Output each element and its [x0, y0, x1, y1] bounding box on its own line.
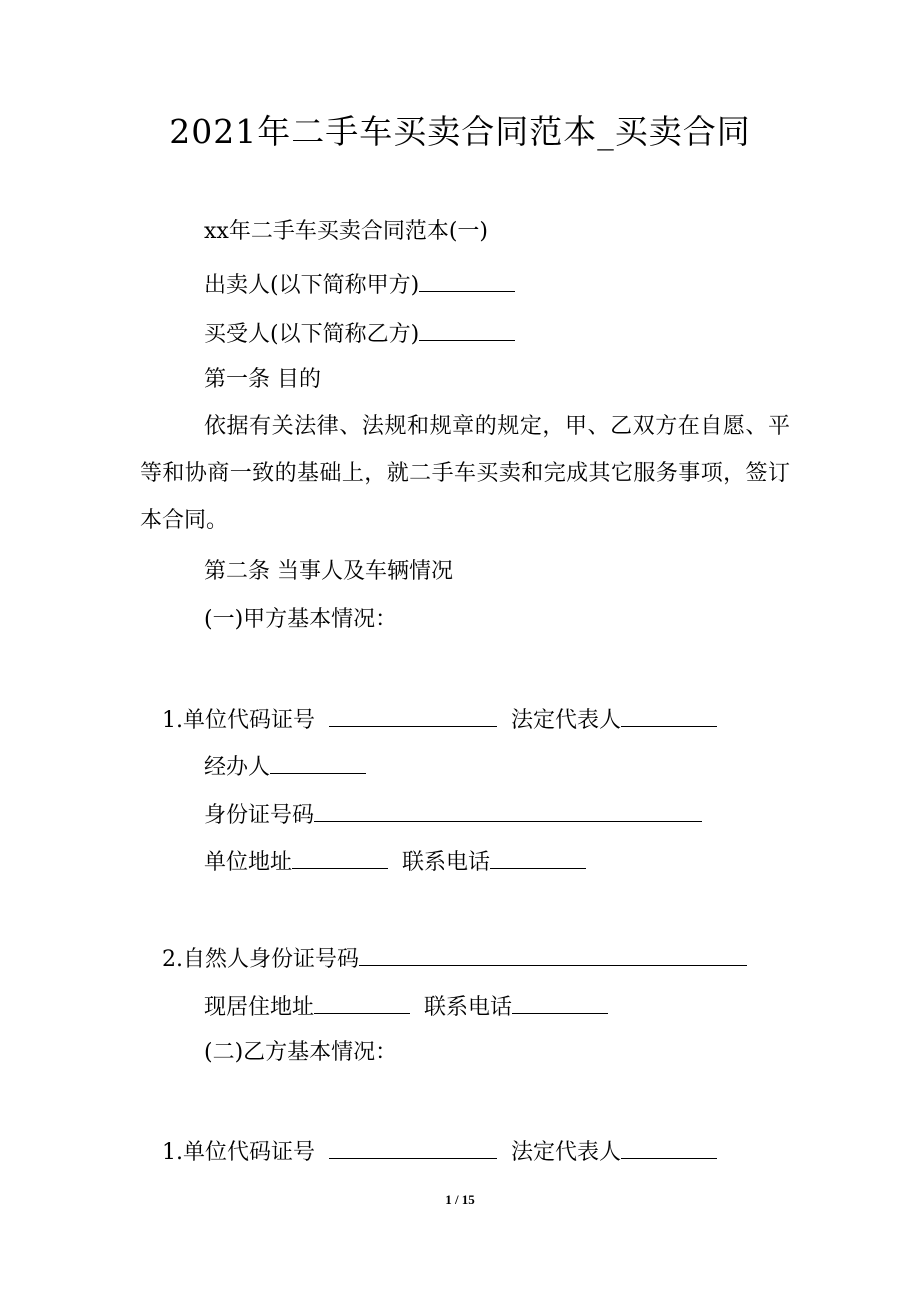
party-a-heading: (一)甲方基本情况：	[204, 607, 398, 632]
document-title: 2021年二手车买卖合同范本_买卖合同	[169, 112, 751, 151]
article-1-heading: 第一条 目的	[204, 367, 321, 392]
party-b-org-code-blank[interactable]	[329, 1136, 497, 1159]
article-2-heading: 第二条 当事人及车辆情况	[204, 559, 453, 584]
party-a-natural-id-blank[interactable]	[359, 943, 747, 966]
party-a-org-code-blank[interactable]	[329, 704, 497, 727]
party-a-id-line	[204, 799, 702, 831]
contract-subtitle: xx年二手车买卖合同范本(一)	[204, 219, 488, 244]
party-a-org-line	[162, 704, 717, 736]
article-1-body: 依据有关法律、法规和规章的规定，甲、乙双方在自愿、平等和协商一致的基础上，就二手车买卖和完成其它服务事项，签订本合同。	[140, 414, 790, 533]
party-b-heading: (二)乙方基本情况：	[204, 1040, 398, 1065]
party-a-org-code-label: 1.单位代码证号	[162, 708, 315, 733]
party-a-agent-label: 经办人	[204, 755, 271, 780]
party-a-natural-id-label: 2.自然人身份证号码	[162, 947, 359, 972]
party-b-org-code-label: 1.单位代码证号	[162, 1140, 315, 1165]
party-a-residence-phone-blank[interactable]	[512, 991, 608, 1014]
party-a-residence-phone-label: 联系电话	[424, 995, 513, 1020]
seller-label: 出卖人(以下简称甲方)	[204, 273, 420, 298]
buyer-line	[204, 318, 515, 350]
party-a-address-line	[204, 846, 586, 878]
party-a-residence-label: 现居住地址	[204, 995, 315, 1020]
party-a-phone-label: 联系电话	[402, 850, 491, 875]
seller-blank[interactable]	[419, 269, 515, 292]
buyer-label: 买受人(以下简称乙方)	[204, 322, 420, 347]
party-a-address-label: 单位地址	[204, 850, 293, 875]
party-a-agent-blank[interactable]	[270, 751, 366, 774]
party-a-natural-id-line	[162, 943, 747, 975]
party-a-agent-line	[204, 751, 366, 783]
party-a-residence-blank[interactable]	[314, 991, 410, 1014]
party-a-legal-rep-blank[interactable]	[621, 704, 717, 727]
party-b-legal-rep-blank[interactable]	[621, 1136, 717, 1159]
seller-line	[204, 269, 515, 301]
party-b-legal-rep-label: 法定代表人	[511, 1140, 622, 1165]
party-a-residence-line	[204, 991, 608, 1023]
party-a-id-label: 身份证号码	[204, 803, 315, 828]
party-a-phone-blank[interactable]	[490, 846, 586, 869]
party-a-address-blank[interactable]	[292, 846, 388, 869]
buyer-blank[interactable]	[419, 318, 515, 341]
party-a-legal-rep-label: 法定代表人	[511, 708, 622, 733]
party-b-org-line	[162, 1136, 717, 1168]
party-a-id-blank[interactable]	[314, 799, 702, 822]
page-indicator: 1 / 15	[445, 1192, 475, 1207]
